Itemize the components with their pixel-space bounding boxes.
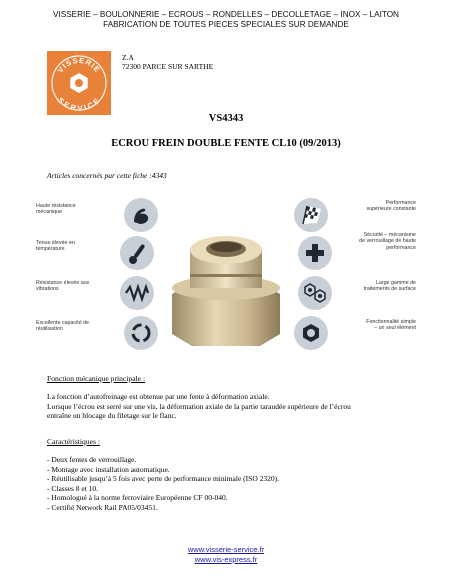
thermometer-icon xyxy=(120,236,154,270)
logo-top-text: VISSERIE xyxy=(55,55,103,75)
list-item: - Deux fentes de verrouillage. xyxy=(47,455,137,464)
feature-right-3: Large gamme de traitements de surface xyxy=(363,280,416,293)
hexagon-nut-icon xyxy=(294,316,328,350)
fonction-line-1: La fonction d’autofreinage est obtenue par une fente à déformation axiale. xyxy=(47,392,270,401)
fonction-text xyxy=(47,392,427,421)
cross-icon xyxy=(298,236,332,270)
feature-left-4: Excellente capacité de réutilisation xyxy=(36,320,90,333)
flexed-arm-icon xyxy=(124,198,158,232)
feature-right-2: Sécurité – mécanisme de verrouillage de haute performance xyxy=(359,232,416,251)
logo-bottom-text: SERVICE xyxy=(56,95,102,113)
lock-nut-image xyxy=(162,216,290,356)
list-item: - Homologué à la norme ferroviaire Européenne CF 00-040. xyxy=(47,493,228,502)
list-item: - Montage avec installation automatique. xyxy=(47,464,170,474)
visserie-service-link[interactable]: www.visserie-service.fr xyxy=(187,545,265,554)
feature-right-1: Performance supérieure constante xyxy=(366,200,416,213)
vis-express-link[interactable]: www.vis-express.fr xyxy=(194,554,258,564)
page-header xyxy=(0,10,452,30)
caracteristiques-list xyxy=(47,455,427,512)
list-item: - Classes 8 et 10. xyxy=(47,483,99,493)
nuts-icon xyxy=(298,276,332,310)
fonction-line-2: Lorsque l’écrou est serré sur une vis, la déformation axiale de la partie taraudée supérieure de l’écrou xyxy=(47,401,351,411)
address-line-2: 72300 PARCE SUR SARTHE xyxy=(122,62,214,71)
list-item: - Certifié Network Rail PA05/03451. xyxy=(47,502,158,512)
fonction-heading: Fonction mécanique principale : xyxy=(47,374,146,383)
recycle-icon xyxy=(124,316,158,350)
list-item: - Réutilisable jusqu’à 5 fois avec perte de performance minimale (ISO 2320). xyxy=(47,474,280,483)
header-line-1: VISSERIE – BOULONNERIE – ECROUS – RONDELLES – DECOLLETAGE – INOX – LAITON xyxy=(53,10,399,19)
feature-left-1: Haute résistance mécanique xyxy=(36,203,76,216)
features-infographic xyxy=(36,196,416,364)
feature-left-3: Résistance élevée aux vibrations xyxy=(36,280,90,293)
articles-note: Articles concernés par cette fiche :4343 xyxy=(47,171,167,180)
header-line-2: FABRICATION DE TOUTES PIECES SPECIALES SUR DEMANDE xyxy=(103,20,349,29)
caracteristiques-heading: Caractéristiques : xyxy=(47,437,100,446)
visserie-service-logo xyxy=(47,51,111,115)
fonction-line-3: entraîne un blocage du filetage sur le flanc. xyxy=(47,411,177,420)
feature-right-4: Fonctionnalité simple – un seul élément xyxy=(366,319,416,332)
address-block xyxy=(122,53,213,71)
feature-left-2: Tenue élevée en température xyxy=(36,240,75,253)
vibration-icon xyxy=(120,276,154,310)
page-footer xyxy=(0,545,452,564)
checkered-flag-icon xyxy=(294,198,328,232)
product-title: ECROU FREIN DOUBLE FENTE CL10 (09/2013) xyxy=(111,138,341,149)
address-line-1: Z.A xyxy=(122,53,134,62)
product-reference: VS4343 xyxy=(208,113,244,124)
